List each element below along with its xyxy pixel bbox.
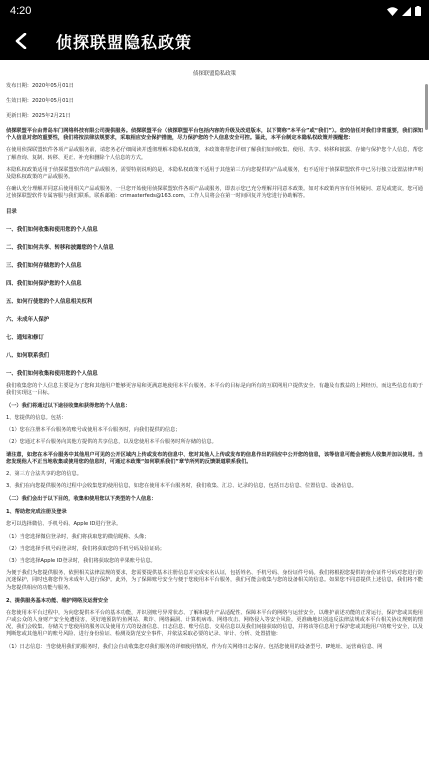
- subsection-heading: （一）我们将通过以下途径收集和获得您的个人信息：: [6, 403, 131, 410]
- status-bar: [0, 0, 429, 22]
- intro-paragraph: 侦探联盟平台由青岛车门网络科技有限公司提供服务。侦探联盟平台（侦探联盟平台包括内容的升级及改进版本，以下简称“本平台”或“我们”）。您的信任对我们非常重要，我们深知个人信息对您的重要性，我们将按法律法规要求，采取相应安全保护措施，尽力保护您的个人信息安全可控。鉴此，本平台制定本隐私权政策并提醒您：: [6, 128, 423, 142]
- toc-item: 一、我们如何收集和使用您的个人信息: [6, 226, 98, 233]
- list-item: 2、第三方合法共享的您的信息。: [6, 471, 82, 478]
- intro-paragraph: 本隐私权政策适用于侦探联盟软件的产品或服务，需要特别说明的是，本隐私权政策不适用于其他第三方向您提供的产品或服务，也不适用于侦探联盟软件中已另行独立设置法律声明及隐私权政策的产品或服务。: [6, 166, 423, 181]
- toc-item: 六、未成年人保护: [6, 316, 50, 323]
- section-paragraph: 为便于我们为您提供服务，依照相关法律法规的要求，您需要提供基本注册信息并完成实名认证，包括姓名、手机号码、身份证件号码。我们将根据您提供的身份证件号码对您进行防沉迷保护，同时也将您作为未成年人进行保护。此外，为了保障账号安全与便于您使用本平台服务，我们可能会收集与您的设备相关的信息。如果您不同意提供上述信息，我们将不能为您提供相应的功能与服务。: [6, 570, 423, 591]
- list-item: （1）您在注册本平台服务的账号或使用本平台服务时，向我们提供的信息；: [6, 427, 181, 434]
- intro-paragraph: 在使用侦探联盟软件各项产品或服务前，请您务必仔细阅读并透彻理解本隐私权政策，本政策将帮您详细了解我们如何收集、使用、共享、转移和披露、存储与保护您个人信息，帮您了解查询、复制、转移、更正、补充和删除个人信息的方式。: [6, 147, 423, 161]
- toc-item: 二、我们如何共享、转移和披露您的个人信息: [6, 244, 114, 251]
- list-item: （2）您通过本平台服务向其他方提供的共享信息，以及您使用本平台服务时所存储的信息。: [6, 439, 217, 446]
- battery-icon: [415, 6, 421, 16]
- list-item: 1、您提供的信息。包括：: [6, 415, 67, 422]
- intro-paragraph: 在确认充分理解并同意后使用相关产品或服务，一旦您开始使用侦探联盟软件各项产品或服务，即表示您已充分理解并同意本政策。如对本政策内容有任何疑问、意见或建议，您可通过侦探联盟软件专属客服与我们联系。联系邮箱：crimasterfeds@163.com，工作人员将会在第一时间回复并为您进行协助解答。: [6, 186, 423, 200]
- back-arrow-icon: [14, 33, 28, 49]
- toc-item: 五、如何行使您的个人信息相关权利: [6, 298, 93, 305]
- toc-item: 三、我们如何存储您的个人信息: [6, 262, 82, 269]
- effective-date: 生效日期：2020年05月01日: [6, 98, 74, 104]
- toc-title: 目录: [6, 208, 17, 215]
- toc-item: 七、通知和修订: [6, 334, 44, 341]
- back-button[interactable]: [8, 28, 34, 54]
- toc-item: 八、如何联系我们: [6, 352, 50, 359]
- doc-title: 侦探联盟隐私政策: [192, 71, 237, 77]
- status-icons: [387, 6, 421, 16]
- subsection-heading: （二）我们会出于以下目的，收集和使用您以下类型的个人信息：: [6, 496, 157, 503]
- list-item: （1）当您选择微信登录时，我们将获取您的微信昵称、头像；: [6, 533, 150, 540]
- wifi-icon: [387, 7, 398, 16]
- list-item: （1）日志信息：当您使用我们的服务时，我们会自动收集您对我们服务的详细使用情况，作为有关网络日志保存。包括您使用的设备型号、IP地址、运营商信息、网: [6, 643, 383, 650]
- publish-date: 发布日期：2020年05月01日: [6, 83, 74, 89]
- page-title: 侦探联盟隐私政策: [56, 32, 193, 52]
- subsection-heading: 2、提供服务基本功能、维护网络及运营安全: [6, 597, 109, 604]
- section-paragraph: 您可以选择微信、手机号码、Apple ID进行登录。: [6, 521, 122, 528]
- section-paragraph: 在您使用本平台过程中，为向您提供本平台的基本功能，并识别账号异常状态、了解和提升产品适配性、保障本平台的网络与运营安全，以维护前述功能的正常运行，保护您或其他用户或公众的人身财产安全免遭侵害，更好地预防钓鱼网站、欺诈、网络漏洞、计算机病毒、网络攻击、网络侵入等安全风险，更准确地识别违反法律法规或本平台相关协议规则的情况，我们会收集、存储关于您使用的服务以及使用方式的设备信息、日志信息、账号信息、交易信息以及我们间接获取的信息，并将该等信息用于保护您或其他用户的账号安全，以及判断您或其他用户的账号风险、进行身份验证、检测及防范安全事件，并依法采取必要的记录、审计、分析、处置措施：: [6, 609, 423, 638]
- privacy-policy-document[interactable]: [0, 60, 429, 762]
- list-item: 3、我们在向您提供服务的过程中会收集您的使用信息，如您在使用本平台服务时，我们收集、汇总、记录的信息，包括日志信息、位置信息、设备信息。: [6, 483, 357, 490]
- notice-paragraph: 请注意，如您在本平台服务中其他用户可见的公开区域内上传或发布的信息中、您对其他人上传或发布的信息作出的回应中公开您的信息，该等信息可能会被他人收集并加以使用。当您发现他人不正当地收集或使用您的信息时，可通过本政策“如何联系我们”章节所列的反馈渠道联系我们。: [6, 451, 423, 465]
- toc-item: 四、我们如何保护您的个人信息: [6, 280, 82, 287]
- app-bar: [0, 22, 429, 60]
- signal-icon: [402, 7, 411, 16]
- list-item: （2）当您选择手机号码登录时，我们将获取您的手机号码及验证码；: [6, 545, 165, 552]
- doc-meta: [6, 83, 423, 120]
- section-heading: 一、我们如何收集和使用您的个人信息: [6, 370, 98, 377]
- scrollbar-thumb[interactable]: [425, 84, 428, 130]
- section-paragraph: 我们收集您的个人信息主要是为了您和其他用户能够更容易和更满意地使用本平台服务。本平台的目标是向所有的互联网用户提供安全、有趣及有教益的上网经历，而这些信息有助于我们实现这一目标。: [6, 382, 423, 396]
- status-time: 4:20: [10, 5, 32, 17]
- subsection-heading: 1、帮助您完成注册及登录: [6, 509, 67, 516]
- update-date: 更新日期：2025年2月21日: [6, 113, 71, 119]
- list-item: （3）当您选择Apple ID登录时，我们将获取您的苹果账号信息。: [6, 558, 156, 565]
